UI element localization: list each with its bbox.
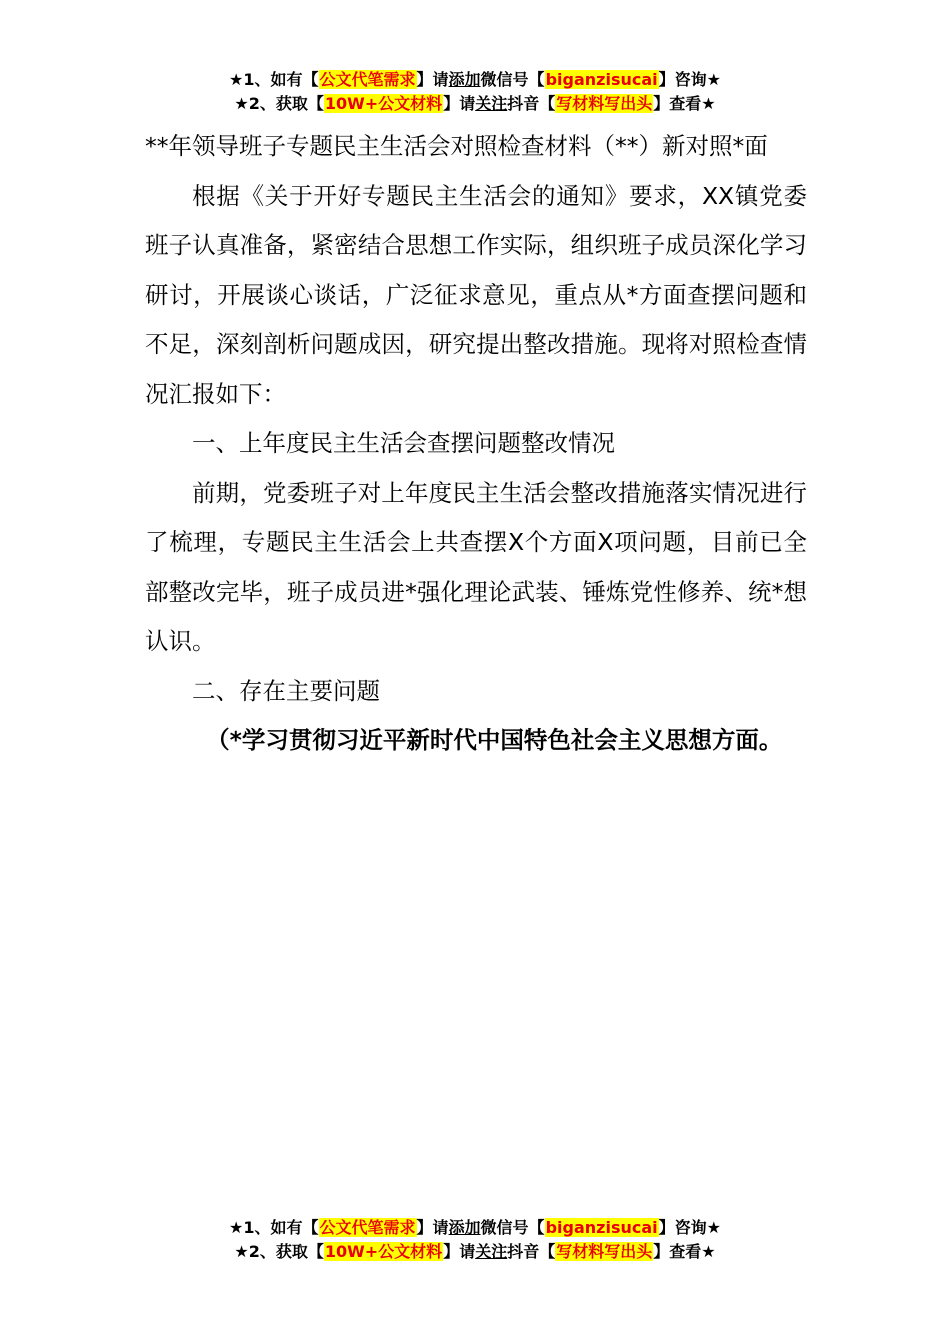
banner-text: 】查看★ xyxy=(653,94,716,113)
banner-highlight: 公文代笔需求 xyxy=(319,70,416,89)
banner-highlight: 10W+公文材料 xyxy=(324,94,443,113)
banner-text: 】请 xyxy=(416,1218,449,1237)
banner-underlined: 添加 xyxy=(448,1218,481,1237)
banner-text: 】咨询★ xyxy=(658,1218,721,1237)
banner-highlight: biganzisucai xyxy=(545,1218,658,1237)
section-heading-2: 二、存在主要问题 xyxy=(192,676,380,705)
banner-text: 微信号【 xyxy=(480,1218,545,1237)
subsection-heading-bold: （*学习贯彻习近平新时代中国特色社会主义思想方面。 xyxy=(206,726,783,754)
banner-highlight: 写材料写出头 xyxy=(556,94,653,113)
banner-highlight: 公文代笔需求 xyxy=(319,1218,416,1237)
banner-text: 】查看★ xyxy=(653,1242,716,1261)
banner-text: ★2、获取【 xyxy=(234,1242,324,1261)
banner-line-2 xyxy=(0,92,950,116)
document-title: **年领导班子专题民主生活会对照检查材料（**）新对照*面 xyxy=(145,132,768,160)
banner-line-2 xyxy=(0,1240,950,1264)
banner-line-1 xyxy=(0,1216,950,1240)
banner-text: 】请 xyxy=(443,1242,476,1261)
document-body xyxy=(145,122,807,766)
banner-line-1 xyxy=(0,68,950,92)
paragraph-section-1: 前期，党委班子对上年度民主生活会整改措施落实情况进行了梳理，专题民主生活会上共查摆X个方面X项问题，目前已全部整改完毕，班子成员进*强化理论武装、锤炼党性修养、统*想认识。 xyxy=(145,478,807,655)
banner-underlined: 关注 xyxy=(475,1242,508,1261)
banner-underlined: 添加 xyxy=(448,70,481,89)
banner-text: 】请 xyxy=(443,94,476,113)
paragraph-intro: 根据《关于开好专题民主生活会的通知》要求，XX镇党委班子认真准备，紧密结合思想工作实际，组织班子成员深化学习研讨，开展谈心谈话，广泛征求意见，重点从*方面查摆问题和不足，深刻剖析问题成因，研究提出整改措施。现将对照检查情况汇报如下： xyxy=(145,181,807,408)
banner-text: 抖音【 xyxy=(507,94,556,113)
banner-text: 】请 xyxy=(416,70,449,89)
banner-text: 】咨询★ xyxy=(658,70,721,89)
banner-underlined: 关注 xyxy=(475,94,508,113)
banner-highlight: 写材料写出头 xyxy=(556,1242,653,1261)
banner-text: ★1、如有【 xyxy=(229,70,319,89)
banner-highlight: 10W+公文材料 xyxy=(324,1242,443,1261)
header-banner xyxy=(0,68,950,116)
banner-text: 抖音【 xyxy=(507,1242,556,1261)
banner-text: ★2、获取【 xyxy=(234,94,324,113)
section-heading-1: 一、上年度民主生活会查摆问题整改情况 xyxy=(192,429,615,457)
banner-text: 微信号【 xyxy=(480,70,545,89)
banner-text: ★1、如有【 xyxy=(229,1218,319,1237)
footer-banner xyxy=(0,1216,950,1264)
banner-highlight: biganzisucai xyxy=(545,70,658,89)
